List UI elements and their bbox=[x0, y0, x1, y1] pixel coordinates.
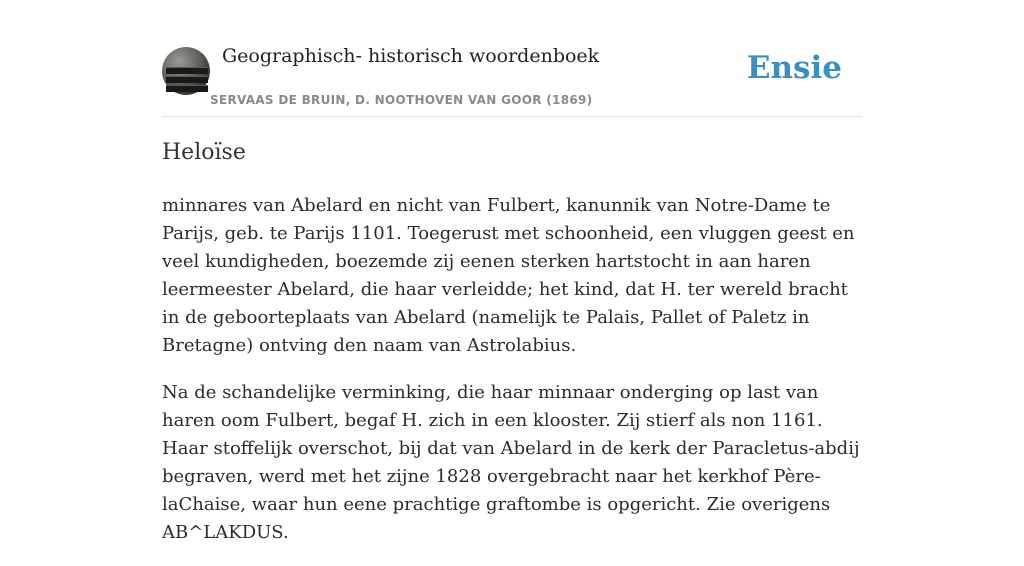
header bbox=[162, 0, 862, 117]
book-cover-avatar[interactable] bbox=[162, 47, 210, 95]
book-authors: SERVAAS DE BRUIN, D. NOOTHOVEN VAN GOOR (1869) bbox=[210, 93, 593, 107]
ensie-logo-link[interactable]: Ensie bbox=[746, 50, 842, 86]
entry-body bbox=[162, 192, 862, 566]
entry-paragraph: Na de schandelijke verminking, die haar minnaar onderging op last van haren oom Fulbert, begaf H. zich in een klooster. Zij stierf als non 1161. Haar stoffelijk overschot, bij dat van Abelard in de kerk der Paracletus-abdij begraven, werd met het zijne 1828 overgebracht naar het kerkhof Père-laChaise, waar hun eene prachtige graftombe is opgericht. Zie overigens AB^LAKDUS. bbox=[162, 382, 860, 543]
entry-title: Heloïse bbox=[162, 140, 246, 165]
entry-paragraph: minnares van Abelard en nicht van Fulbert, kanunnik van Notre-Dame te Parijs, geb. te Parijs 1101. Toegerust met schoonheid, een vluggen geest en veel kundigheden, boezemde zij eenen sterken hartstocht in aan haren leermeester Abelard, die haar verleidde; het kind, dat H. ter wereld bracht in de geboorteplaats van Abelard (namelijk te Palais, Pallet of Paletz in Bretagne) ontving den naam van Astrolabius. bbox=[162, 195, 855, 356]
book-title-link[interactable]: Geographisch- historisch woordenboek bbox=[222, 45, 600, 67]
